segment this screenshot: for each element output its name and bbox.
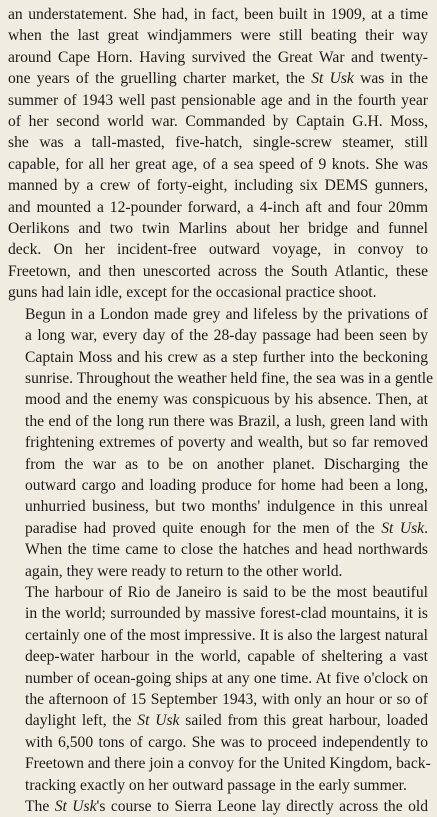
- text-run: with 6,500 tons of cargo. She was to proceed independently to: [25, 733, 428, 751]
- text-line: [8, 368, 434, 389]
- paragraph: [8, 582, 431, 796]
- paragraph: [8, 4, 428, 304]
- text-line: [8, 239, 428, 260]
- text-line: [8, 582, 428, 603]
- text-run: daylight left, the: [25, 712, 138, 730]
- text-run: in the world; surrounded by massive forest-clad mountains, it is: [25, 605, 428, 623]
- text-run: deep-water harbour in the world, capable of sheltering a vast: [25, 648, 428, 666]
- text-run: mood and the enemy was conspicuous by his absence. Then, at: [25, 391, 428, 409]
- text-run: Oerlikons and two twin Marlins about her bridge and funnel: [8, 220, 428, 238]
- text-run: around Cape Horn. Having survived the Great War and twenty-: [8, 48, 428, 66]
- text-line: [8, 432, 428, 453]
- text-line: [8, 496, 428, 517]
- ship-name-italic: St Usk: [54, 798, 97, 816]
- text-line: [8, 646, 428, 667]
- text-run: outward cargo and loading produce for home had been a long,: [25, 476, 428, 494]
- text-line: [8, 154, 428, 175]
- text-run: one years of the gruelling charter market, the: [8, 70, 312, 88]
- text-line: [8, 561, 428, 582]
- text-line: [8, 710, 428, 731]
- text-line: [8, 603, 428, 624]
- text-line: [8, 90, 428, 111]
- text-line: [8, 197, 428, 218]
- text-run: unhurried business, but two months' indulgence in this unreal: [25, 498, 428, 516]
- text-run: manned by a crew of forty-eight, including six DEMS gunners,: [8, 177, 428, 195]
- text-line: [8, 47, 428, 68]
- text-run: an understatement. She had, in fact, been built in 1909, at a time: [8, 6, 428, 23]
- text-run: capable, for all her great age, of a sea speed of 9 knots. She was: [8, 155, 428, 173]
- text-run: summer of 1943 well past pensionable age and in the fourth year: [8, 91, 428, 109]
- text-line: [8, 25, 428, 46]
- text-run: tracking exactly on her outward passage in the early summer.: [25, 776, 407, 794]
- text-line: [8, 475, 428, 496]
- text-line: [8, 111, 428, 132]
- text-run: the afternoon of 15 September 1943, with only an hour or so of: [25, 691, 428, 708]
- text-run: The: [25, 798, 55, 816]
- text-line: [8, 689, 428, 710]
- text-line: [8, 518, 428, 539]
- text-run: Begun in a London made grey and lifeless by the privations of: [25, 305, 428, 323]
- text-line: [8, 411, 428, 432]
- text-run: Freetown and there join a convoy for the United Kingdom, back-: [25, 755, 431, 773]
- paragraph: [8, 796, 428, 817]
- text-run: when the last great windjammers were still beating their way: [8, 27, 428, 45]
- text-run: and mounted a 12-pounder forward, a 4-inch aft and four 20mm: [8, 198, 428, 216]
- text-line: [8, 775, 428, 796]
- text-line: [8, 347, 428, 368]
- text-line: [8, 668, 428, 689]
- text-line: [8, 132, 428, 153]
- text-run: from the war as to be on another planet. Discharging the: [25, 455, 428, 473]
- text-run: Freetown, and then unescorted across the South Atlantic, these: [8, 262, 428, 280]
- text-run: number of ocean-going ships at any one time. At five o'clock on: [25, 669, 428, 687]
- text-run: sunrise. Throughout the weather held fine, the sea was in a gentle: [25, 369, 434, 387]
- text-line: [8, 4, 428, 25]
- text-run: she was a tall-masted, five-hatch, single-screw steamer, still: [8, 134, 428, 152]
- ship-name-italic: St Usk: [381, 519, 425, 537]
- text-run: the end of the long run there was Brazil, a lush, green land with: [25, 412, 428, 430]
- text-line: [8, 732, 428, 753]
- book-page-text: [8, 4, 434, 817]
- text-line: [8, 753, 431, 774]
- text-run: deck. On her incident-free outward voyage, in convoy to: [8, 241, 428, 259]
- text-run: Captain Moss and his crew as a step further into the beckoning: [25, 348, 428, 366]
- text-run: certainly one of the most impressive. It is also the largest natural: [25, 626, 428, 644]
- text-run: paradise had proved quite enough for the men of the: [25, 519, 382, 537]
- text-line: [8, 539, 428, 560]
- text-line: [8, 325, 428, 346]
- ship-name-italic: St Usk: [311, 70, 354, 88]
- text-line: [8, 218, 428, 239]
- text-run: The harbour of Rio de Janeiro is said to be the most beautiful: [25, 583, 428, 601]
- paragraph: [8, 304, 434, 582]
- text-line: [8, 175, 428, 196]
- text-run: of her second world war. Commanded by Captain G.H. Moss,: [8, 113, 428, 131]
- text-run: When the time came to close the hatches and head northwards: [25, 541, 428, 559]
- text-line: [8, 389, 428, 410]
- ship-name-italic: St Usk: [137, 712, 180, 730]
- text-line: [8, 282, 428, 303]
- text-run: a long war, every day of the 28-day passage had been seen by: [25, 327, 428, 345]
- text-run: .: [424, 519, 428, 537]
- text-line: [8, 68, 428, 89]
- text-line: [8, 454, 428, 475]
- text-line: [8, 796, 428, 817]
- text-run: sailed from this great harbour, loaded: [179, 712, 429, 730]
- text-run: 's course to Sierra Leone lay directly across the old: [96, 798, 428, 816]
- text-line: [8, 625, 428, 646]
- text-line: [8, 304, 428, 325]
- text-run: guns had lain idle, except for the occasional practice shoot.: [8, 284, 377, 302]
- text-line: [8, 261, 428, 282]
- text-run: was in the: [353, 70, 428, 88]
- text-run: frightening extremes of poverty and wealth, but so far removed: [25, 434, 428, 452]
- text-run: again, they were ready to return to the other world.: [25, 562, 343, 580]
